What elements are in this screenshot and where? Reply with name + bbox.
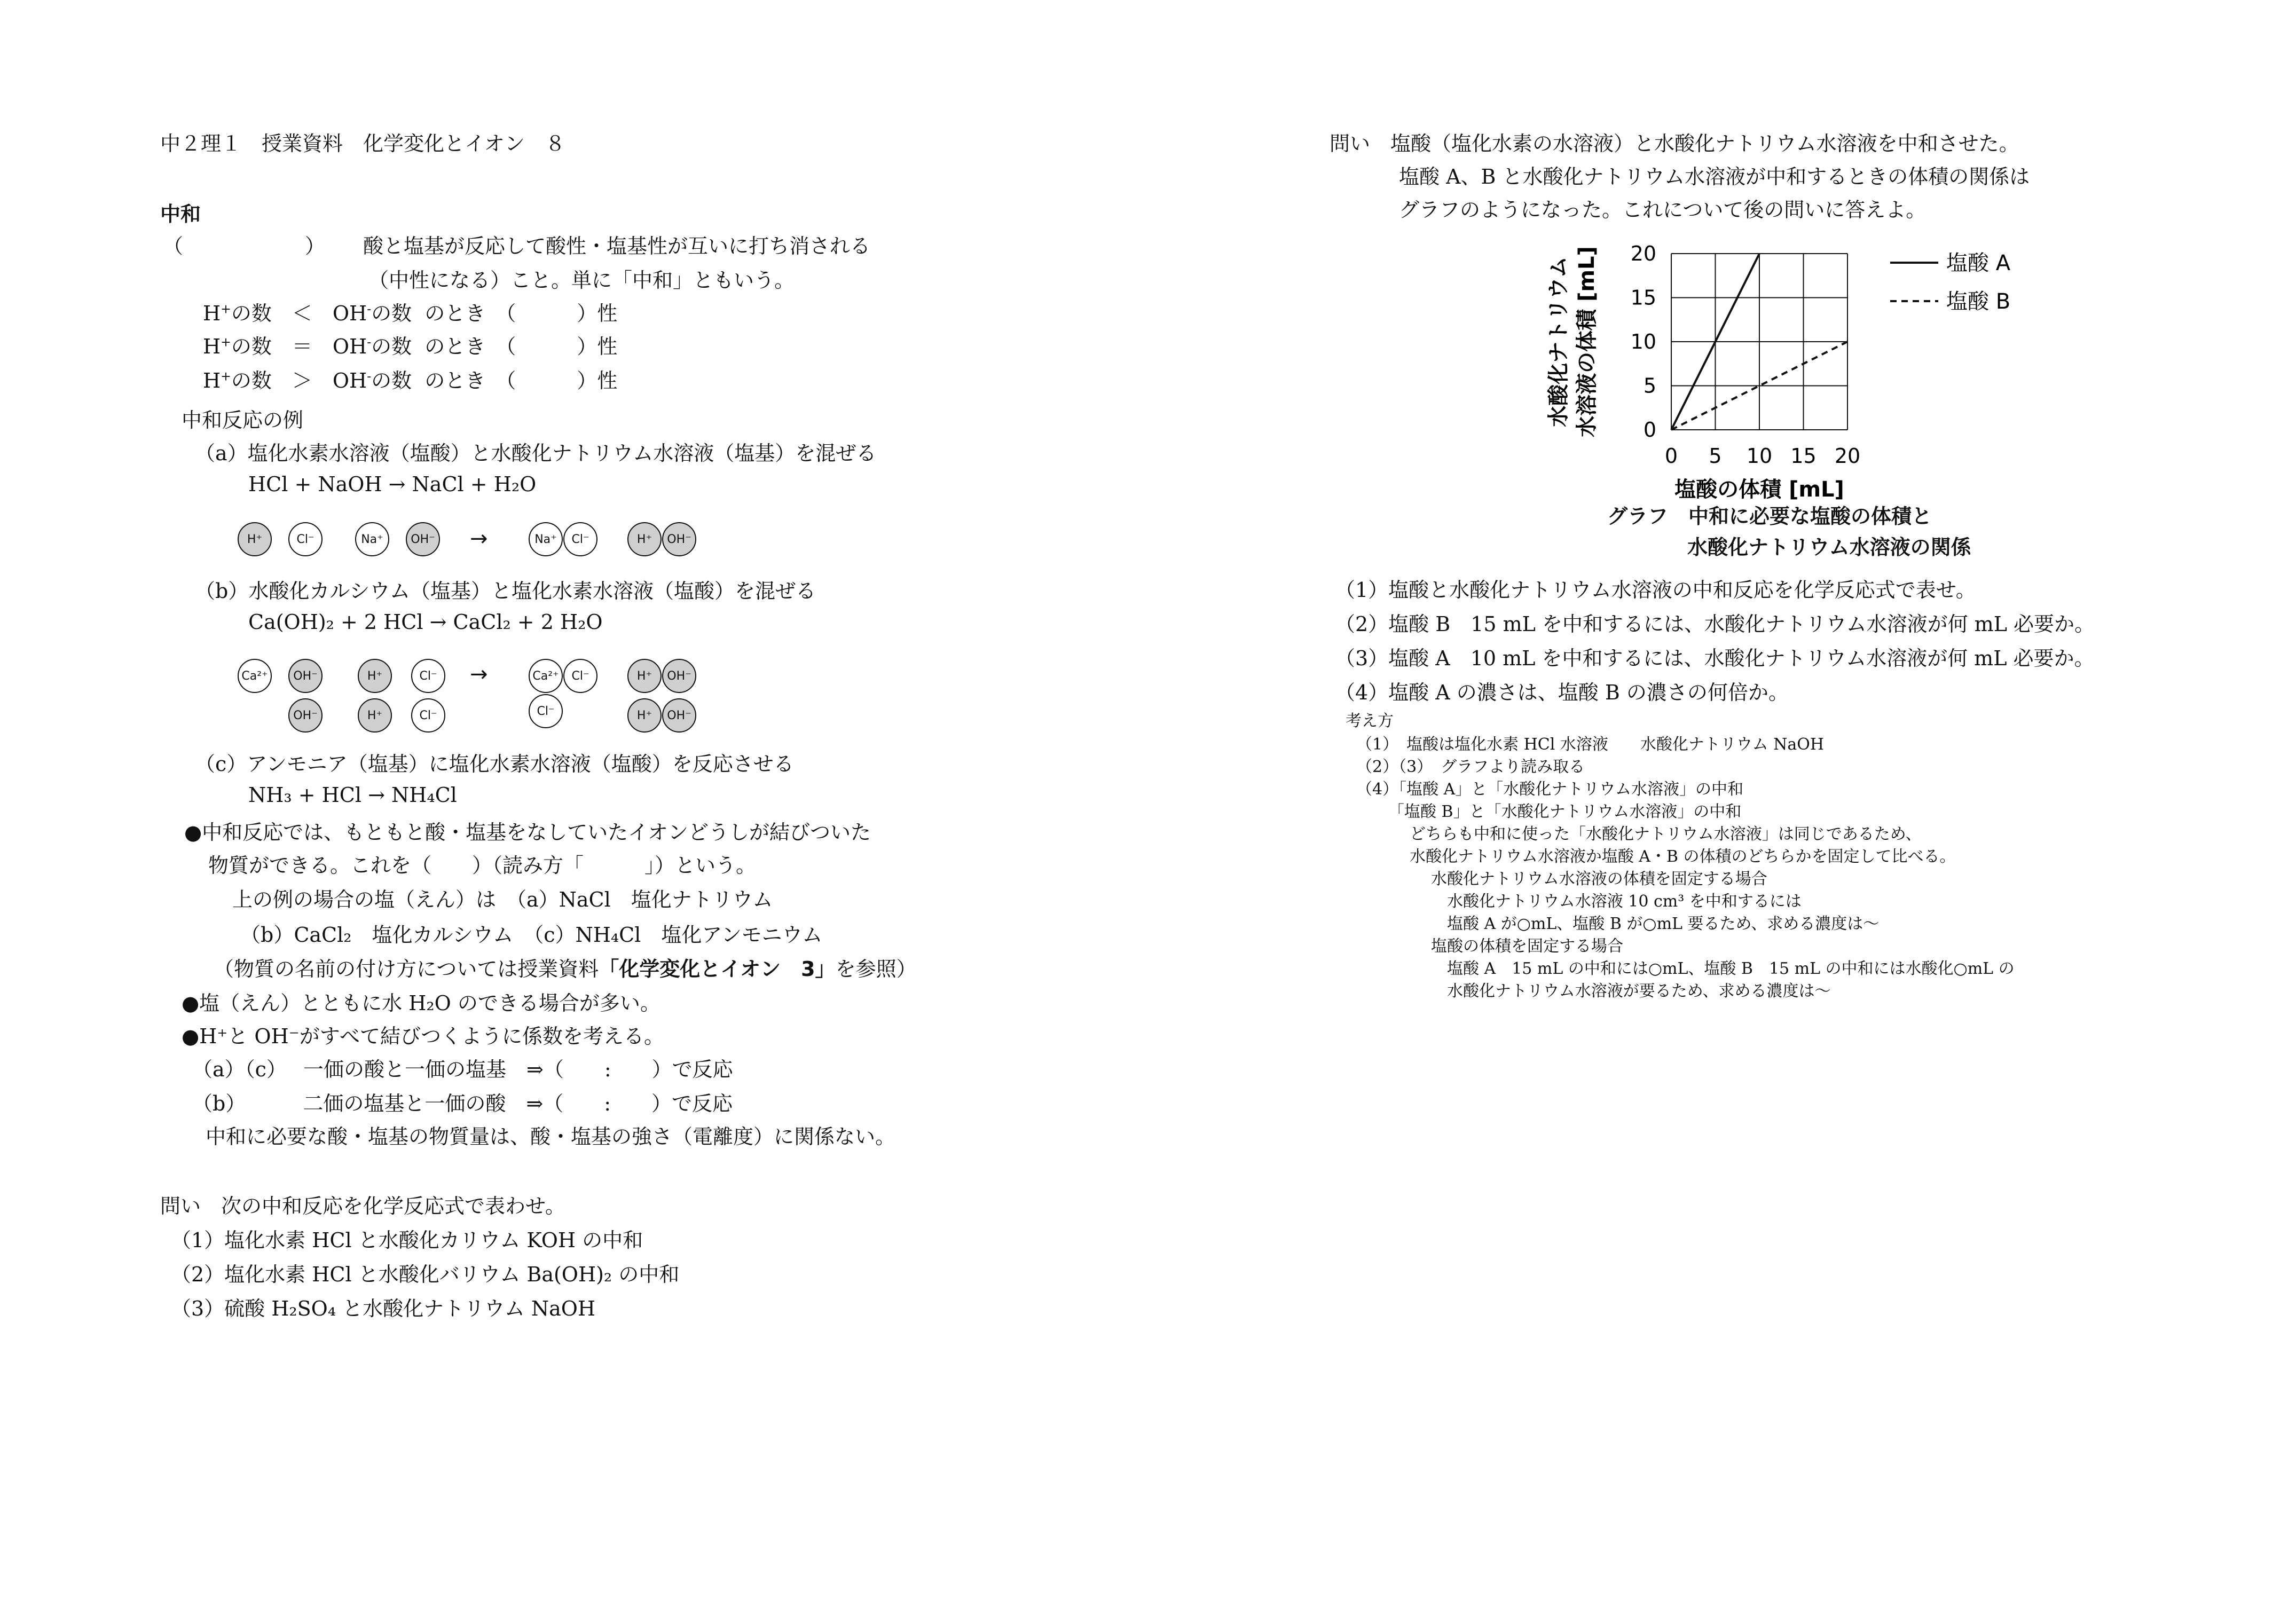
hint-line: （1） 塩酸は塩化水素 HCl 水溶液 水酸化ナトリウム NaOH (1356, 735, 1824, 754)
ratio-oh: OH (332, 369, 367, 392)
ion-circle: Cl⁻ (563, 659, 597, 693)
reference-post: を参照） (835, 957, 917, 981)
ion-circle: Na⁺ (529, 522, 563, 556)
legend-label: 塩酸 A (1946, 251, 2011, 275)
amount-note: 中和に必要な酸・塩基の物質量は、酸・塩基の強さ（電離度）に関係ない。 (206, 1125, 896, 1148)
x-tick-label: 10 (1746, 444, 1773, 468)
y-tick-label: 15 (1630, 286, 1656, 310)
ion-circle: Cl⁻ (411, 698, 445, 733)
ratio-monovalent: （a）（c） 一価の酸と一価の塩基 ⇒（ : ）で反応 (192, 1058, 733, 1081)
ratio-oh-sup: - (367, 368, 372, 384)
bullet-water: ●塩（えん）とともに水 H₂O のできる場合が多い。 (182, 991, 661, 1015)
ion-circle: OH⁻ (662, 522, 696, 556)
example-a-equation: HCl + NaOH → NaCl + H₂O (248, 473, 537, 496)
question-3-left: （3）硫酸 H₂SO₄ と水酸化ナトリウム NaOH (171, 1297, 596, 1320)
ion-circle: H⁺ (627, 659, 662, 693)
ratio-h-sup: + (221, 301, 231, 317)
subquestion-1: （1）塩酸と水酸化ナトリウム水溶液の中和反応を化学反応式で表せ。 (1335, 578, 1976, 602)
ion-circle: OH⁻ (288, 698, 323, 733)
x-tick-label: 20 (1834, 444, 1861, 468)
reference-bold: 「化学変化とイオン 3」 (599, 957, 836, 981)
ratio-suffix-oh: の数 (371, 302, 412, 325)
salt-examples-line-2: （b）CaCl₂ 塩化カルシウム （c）NH₄Cl 塩化アンモニウム (240, 923, 823, 947)
ratio-h-sup: + (221, 368, 231, 384)
ratio-oh: OH (332, 335, 367, 358)
question-intro-line-2: 塩酸 A、B と水酸化ナトリウム水溶液が中和するときの体積の関係は (1399, 165, 2030, 188)
ratio-op: ＞ (292, 369, 312, 392)
legend-label: 塩酸 B (1946, 289, 2011, 314)
ratio-suffix-oh: の数 (371, 335, 412, 358)
definition-line-2: （中性になる）こと。単に「中和」ともいう。 (368, 269, 795, 292)
ratio-op: ＝ (292, 335, 312, 358)
y-axis-label-line-1: 水酸化ナトリウム (1546, 256, 1571, 427)
ion-circle: H⁺ (358, 659, 392, 693)
x-tick-label: 0 (1664, 444, 1678, 468)
ratio-suffix-h: の数 (231, 369, 272, 392)
ratio-row (203, 368, 618, 392)
ion-circle: Cl⁻ (288, 522, 323, 556)
ratio-h: H (203, 335, 221, 358)
question-title-left: 問い 次の中和反応を化学反応式で表わせ。 (160, 1194, 565, 1218)
x-tick-label: 5 (1709, 444, 1722, 468)
example-b-label: （b）水酸化カルシウム（塩基）と塩化水素水溶液（塩酸）を混ぜる (195, 579, 816, 603)
graph-caption-line-1: グラフ 中和に必要な塩酸の体積と (1607, 505, 1932, 528)
ratio-oh-sup: - (367, 334, 372, 350)
bullet-salt-line-1: ●中和反応では、もともと酸・塩基をなしていたイオンどうしが結びついた (184, 821, 871, 844)
section-title: 中和 (160, 202, 201, 226)
ratio-op: ＜ (292, 302, 312, 325)
subquestion-3: （3）塩酸 A 10 mL を中和するには、水酸化ナトリウム水溶液が何 mL 必要か。 (1335, 647, 2095, 670)
reference-pre: （物質の名前の付け方については授業資料 (214, 957, 599, 981)
reaction-arrow-icon: → (470, 662, 488, 687)
ion-circle: Ca²⁺ (529, 659, 563, 693)
ion-circle: H⁺ (358, 698, 392, 733)
ratio-h-sup: + (221, 334, 231, 350)
graph-caption-line-2: 水酸化ナトリウム水溶液の関係 (1687, 536, 1971, 559)
ion-circle: OH⁻ (288, 659, 323, 693)
ion-circle: Cl⁻ (411, 659, 445, 693)
subquestion-4: （4）塩酸 A の濃さは、塩酸 B の濃さの何倍か。 (1335, 681, 1789, 704)
hint-line: （4）「塩酸 A」と「水酸化ナトリウム水溶液」の中和 (1356, 780, 1743, 799)
ratio-label: のとき （ ）性 (424, 302, 618, 325)
hint-line: 水酸化ナトリウム水溶液の体積を固定する場合 (1431, 870, 1767, 888)
reaction-arrow-icon: → (470, 526, 488, 551)
question-2-left: （2）塩化水素 HCl と水酸化バリウム Ba(OH)₂ の中和 (171, 1263, 680, 1286)
definition-line-1: 酸と塩基が反応して酸性・塩基性が互いに打ち消される (363, 234, 871, 258)
y-tick-label: 20 (1630, 242, 1656, 265)
hint-line: 塩酸の体積を固定する場合 (1431, 937, 1623, 956)
hint-line: 水酸化ナトリウム水溶液か塩酸 A・B の体積のどちらかを固定して比べる。 (1410, 847, 1956, 866)
y-tick-label: 10 (1630, 330, 1656, 353)
ion-circle: Na⁺ (355, 522, 389, 556)
ion-circle: Cl⁻ (529, 694, 563, 728)
y-tick-label: 5 (1643, 374, 1656, 398)
question-1-left: （1）塩化水素 HCl と水酸化カリウム KOH の中和 (171, 1229, 643, 1252)
ion-circle: H⁺ (238, 522, 272, 556)
ion-circle: OH⁻ (406, 522, 440, 556)
ratio-suffix-h: の数 (231, 335, 272, 358)
ratio-label: のとき （ ）性 (424, 369, 618, 392)
y-tick-label: 0 (1643, 418, 1656, 442)
salt-examples-line-1: 上の例の場合の塩（えん）は （a）NaCl 塩化ナトリウム (232, 888, 773, 911)
ion-circle: OH⁻ (662, 698, 696, 733)
hint-line: どちらも中和に使った「水酸化ナトリウム水溶液」は同じであるため、 (1410, 825, 1922, 844)
hint-line: 「塩酸 B」と「水酸化ナトリウム水溶液」の中和 (1388, 802, 1742, 821)
ion-circle: H⁺ (627, 522, 662, 556)
example-c-label: （c）アンモニア（塩基）に塩化水素水溶液（塩酸）を反応させる (195, 752, 794, 776)
ratio-row (203, 303, 617, 324)
y-axis-label-line-2: 水溶液の体積 [mL] (1575, 246, 1599, 437)
question-intro-line-1: 問い 塩酸（塩化水素の水溶液）と水酸化ナトリウム水溶液を中和させた。 (1330, 132, 2019, 155)
examples-title: 中和反応の例 (182, 408, 304, 432)
ratio-label: のとき （ ）性 (424, 335, 618, 358)
x-axis-label: 塩酸の体積 [mL] (1674, 477, 1844, 502)
example-a-label: （a）塩化水素水溶液（塩酸）と水酸化ナトリウム水溶液（塩基）を混ぜる (195, 442, 877, 465)
definition-blank: （ ） (163, 234, 326, 258)
ratio-h: H (203, 302, 221, 325)
hint-title: 考え方 (1346, 712, 1394, 730)
hint-line: （2）（3） グラフより読み取る (1356, 758, 1585, 776)
ratio-suffix-h: の数 (231, 302, 272, 325)
reference-note (214, 959, 917, 979)
ratio-divalent: （b） 二価の塩基と一価の酸 ⇒（ : ）で反応 (192, 1092, 733, 1115)
ratio-suffix-oh: の数 (371, 369, 412, 392)
hint-line: 塩酸 A 15 mL の中和には○mL、塩酸 B 15 mL の中和には水酸化○mL の (1447, 959, 2015, 978)
question-intro-line-3: グラフのようになった。これについて後の問いに答えよ。 (1399, 198, 1927, 222)
ratio-row (203, 336, 617, 357)
hint-line: 塩酸 A が○mL、塩酸 B が○mL 要るため、求める濃度は〜 (1447, 915, 1880, 933)
hint-line: 水酸化ナトリウム水溶液 10 cm³ を中和するには (1447, 892, 1802, 911)
example-c-equation: NH₃ + HCl → NH₄Cl (248, 783, 457, 807)
ion-circle: Ca²⁺ (238, 659, 272, 693)
ratio-oh: OH (332, 302, 367, 325)
bullet-salt-line-2: 物質ができる。これを（ ）（読み方「 」）という。 (208, 854, 757, 877)
ion-circle: H⁺ (627, 698, 662, 733)
ion-circle: Cl⁻ (563, 522, 597, 556)
example-b-equation: Ca(OH)₂ + 2 HCl → CaCl₂ + 2 H₂O (248, 610, 603, 634)
hint-line: 水酸化ナトリウム水溶液が要るため、求める濃度は〜 (1447, 982, 1831, 1001)
ratio-h: H (203, 369, 221, 392)
page-title: 中２理１ 授業資料 化学変化とイオン ８ (160, 132, 565, 155)
subquestion-2: （2）塩酸 B 15 mL を中和するには、水酸化ナトリウム水溶液が何 mL 必要か。 (1335, 612, 2095, 636)
ratio-oh-sup: - (367, 301, 372, 317)
ion-circle: OH⁻ (662, 659, 696, 693)
bullet-coefficient: ●H⁺と OH⁻がすべて結びつくように係数を考える。 (182, 1025, 665, 1048)
x-tick-label: 15 (1790, 444, 1817, 468)
